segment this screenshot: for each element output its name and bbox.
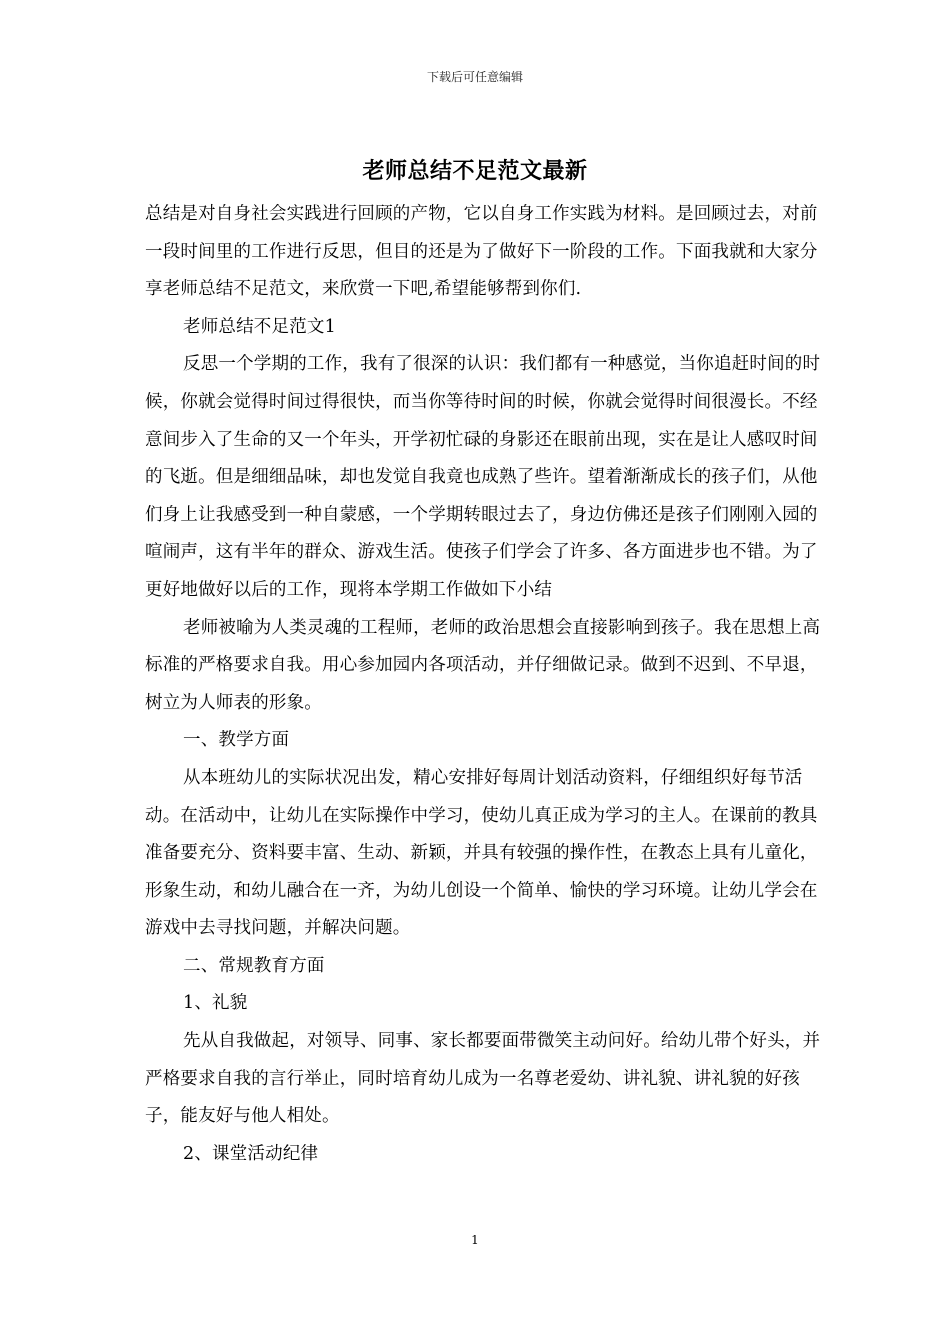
header-note: 下载后可任意编辑 — [426, 70, 523, 84]
paragraph-intro: 总结是对自身社会实践进行回顾的产物，它以自身工作实践为材料。是回顾过去，对前一段时间里的工作进行反思，但目的还是为了做好下一阶段的工作。下面我就和大家分享老师总结不足范文，来欣赏一下吧,希望能够帮到你们. — [145, 204, 818, 300]
document-title: 老师总结不足范文最新 — [362, 158, 588, 184]
section-heading: 二、常规教育方面 — [183, 955, 325, 976]
paragraph: 老师被喻为人类灵魂的工程师，老师的政治思想会直接影响到孩子。我在思想上高标准的严格要求自我。用心参加园内各项活动，并仔细做记录。做到不迟到、不早退，树立为人师表的形象。 — [145, 617, 821, 713]
section-heading: 一、教学方面 — [183, 730, 290, 751]
section-heading: 老师总结不足范文1 — [183, 316, 336, 337]
subsection-heading: 2、课堂活动纪律 — [183, 1143, 319, 1164]
paragraph: 反思一个学期的工作，我有了很深的认识：我们都有一种感觉，当你追赶时间的时候，你就会觉得时间过得很快，而当你等待时间的时候，你就会觉得时间很漫长。不经意间步入了生命的又一个年头，开学初忙碌的身影还在眼前出现，实在是让人感叹时间的飞逝。但是细细品味，却也发觉自我竟也成熟了些许。望着渐渐成长的孩子们，从他们身上让我感受到一种自蒙感，一个学期转眼过去了，身边仿佛还是孩子们刚刚入园的喧闹声，这有半年的群众、游戏生活。使孩子们学会了许多、各方面进步也不错。为了更好地做好以后的工作，现将本学期工作做如下小结 — [145, 354, 821, 600]
page-number: 1 — [471, 1233, 479, 1247]
subsection-heading: 1、礼貌 — [183, 993, 248, 1014]
paragraph: 从本班幼儿的实际状况出发，精心安排好每周计划活动资料，仔细组织好每节活动。在活动中，让幼儿在实际操作中学习，使幼儿真正成为学习的主人。在课前的教具准备要充分、资料要丰富、生动、新颖，并具有较强的操作性，在教态上具有儿童化，形象生动，和幼儿融合在一齐，为幼儿创设一个简单、愉快的学习环境。让幼儿学会在游戏中去寻找问题，并解决问题。 — [145, 767, 818, 939]
paragraph: 先从自我做起，对领导、同事、家长都要面带微笑主动问好。给幼儿带个好头，并严格要求自我的言行举止，同时培育幼儿成为一名尊老爱幼、讲礼貌、讲礼貌的好孩子，能友好与他人相处。 — [145, 1031, 821, 1127]
document-body — [145, 196, 825, 1173]
